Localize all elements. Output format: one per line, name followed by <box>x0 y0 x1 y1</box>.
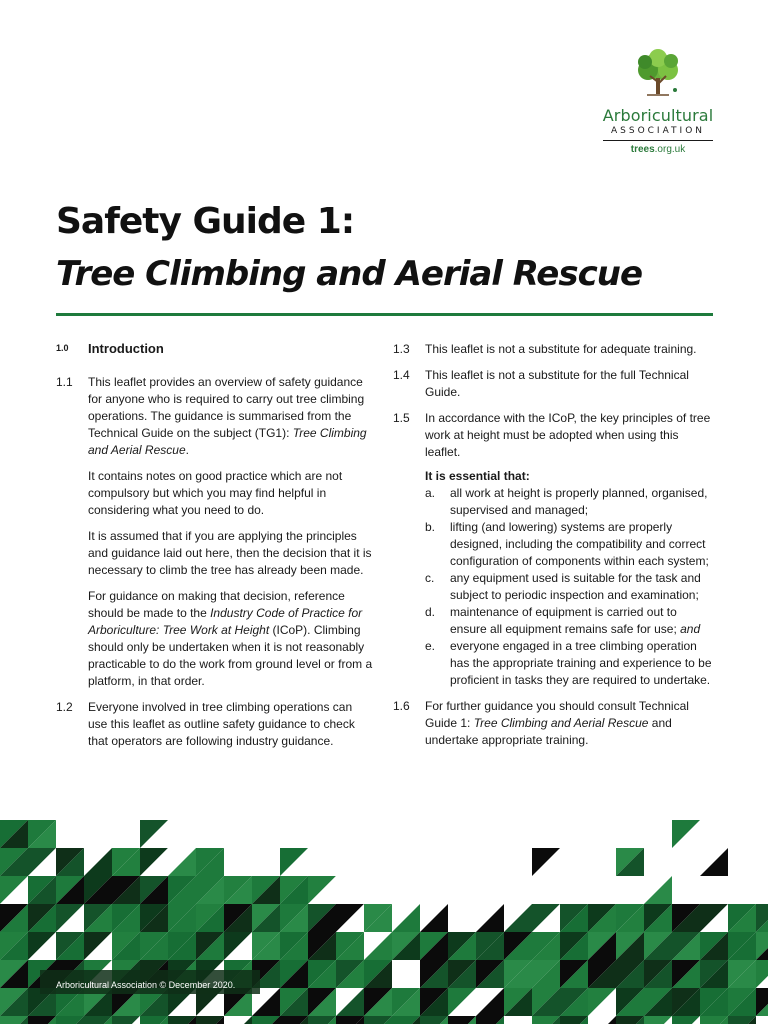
logo-name: Arboricultural <box>602 106 714 125</box>
paragraph-1-2 <box>56 699 374 750</box>
section-heading: Introduction <box>88 341 164 356</box>
list-item-b: b. lifting (and lowering) systems are properly designed, including the compatibility and correct configuration of components within each system; <box>425 520 709 568</box>
paragraph-number: 1.3 <box>393 342 410 356</box>
decorative-triangle <box>672 820 700 848</box>
page-title <box>56 198 716 298</box>
decorative-triangle <box>168 848 196 876</box>
paragraph-number: 1.5 <box>393 411 410 425</box>
paragraph-1-1-b: It contains notes on good practice which are not compulsory but which you may find helpful in considering what you need to do. <box>88 469 343 517</box>
decorative-triangle <box>392 904 420 932</box>
list-item-d: d. maintenance of equipment is carried out to ensure all equipment remains safe for use; and <box>425 605 701 636</box>
essential-heading: It is essential that: <box>425 469 530 483</box>
list-item-c: c. any equipment used is suitable for the task and subject to periodic inspection and examination; <box>425 571 701 602</box>
decorative-triangle <box>420 848 448 876</box>
paragraph-number: 1.4 <box>393 368 410 382</box>
paragraph-1-4 <box>393 367 715 401</box>
paragraph-1-1 <box>56 374 374 459</box>
logo-url[interactable] <box>598 144 718 155</box>
title-line-2: Tree Climbing and Aerial Rescue <box>56 254 642 294</box>
paragraph-number: 1.1 <box>56 375 73 389</box>
paragraph-text: This leaflet provides an overview of safety guidance for anyone who is required to carry out tree climbing operations. The guidance is summarised from the Technical Guide on the subject (TG1): Tree Climbing and Aerial Rescue. <box>88 375 367 457</box>
paragraph-text: In accordance with the ICoP, the key principles of tree work at height must be adopted when using this leaflet. <box>425 411 711 459</box>
decorative-triangle <box>504 904 532 932</box>
decorative-triangle <box>756 1016 768 1024</box>
logo-url-domain: trees <box>630 144 655 155</box>
paragraph-1-1-c: It is assumed that if you are applying the principles and guidance laid out here, then the decision that it is necessary to climb the tree has already been made. <box>88 529 372 577</box>
paragraph-1-1-d: For guidance on making that decision, reference should be made to the Industry Code of Practice for Arboriculture: Tree Work at Height (ICoP). Climbing should only be undertaken when it is not reasonably practicable to do the work from ground level or from a platform, in that order. <box>88 589 373 688</box>
logo-url-tld: .org.uk <box>654 144 686 155</box>
paragraph-text: Everyone involved in tree climbing operations can use this leaflet as outline safety guidance to check that operators are following industry guidance. <box>88 700 355 748</box>
right-column <box>393 341 715 758</box>
paragraph-1-6 <box>393 698 715 749</box>
paragraph-number: 1.6 <box>393 699 410 713</box>
decorative-triangle <box>700 848 728 876</box>
title-divider <box>56 313 713 316</box>
decorative-triangle <box>532 848 560 876</box>
paragraph-1-5 <box>393 410 715 461</box>
section-introduction <box>56 340 374 357</box>
decorative-triangle <box>140 820 168 848</box>
arboricultural-association-logo <box>598 48 718 155</box>
tree-logo-icon <box>633 48 683 104</box>
footer-copyright: Arboricultural Association © December 2020. <box>56 980 236 990</box>
triangle-pattern-decoration <box>0 820 768 1024</box>
section-number: 1.0 <box>56 343 69 353</box>
title-line-1: Safety Guide 1: <box>56 201 355 242</box>
decorative-triangle <box>476 904 504 932</box>
decorative-triangle <box>420 904 448 932</box>
decorative-triangle <box>644 876 672 904</box>
logo-association: ASSOCIATION <box>603 126 713 141</box>
paragraph-text: This leaflet is not a substitute for adequate training. <box>425 342 697 356</box>
paragraph-1-3 <box>393 341 715 358</box>
paragraph-text: For further guidance you should consult Technical Guide 1: Tree Climbing and Aerial Rescue and undertake appropriate training. <box>425 699 689 747</box>
decorative-triangle <box>280 848 308 876</box>
left-column <box>56 340 374 759</box>
paragraph-text: This leaflet is not a substitute for the full Technical Guide. <box>425 368 689 399</box>
list-item-a: a. all work at height is properly planned, organised, supervised and managed; <box>425 486 708 517</box>
paragraph-number: 1.2 <box>56 700 73 714</box>
list-item-e: e. everyone engaged in a tree climbing operation has the appropriate training and experience to be proficient in tasks they are required to undertake. <box>425 639 712 687</box>
